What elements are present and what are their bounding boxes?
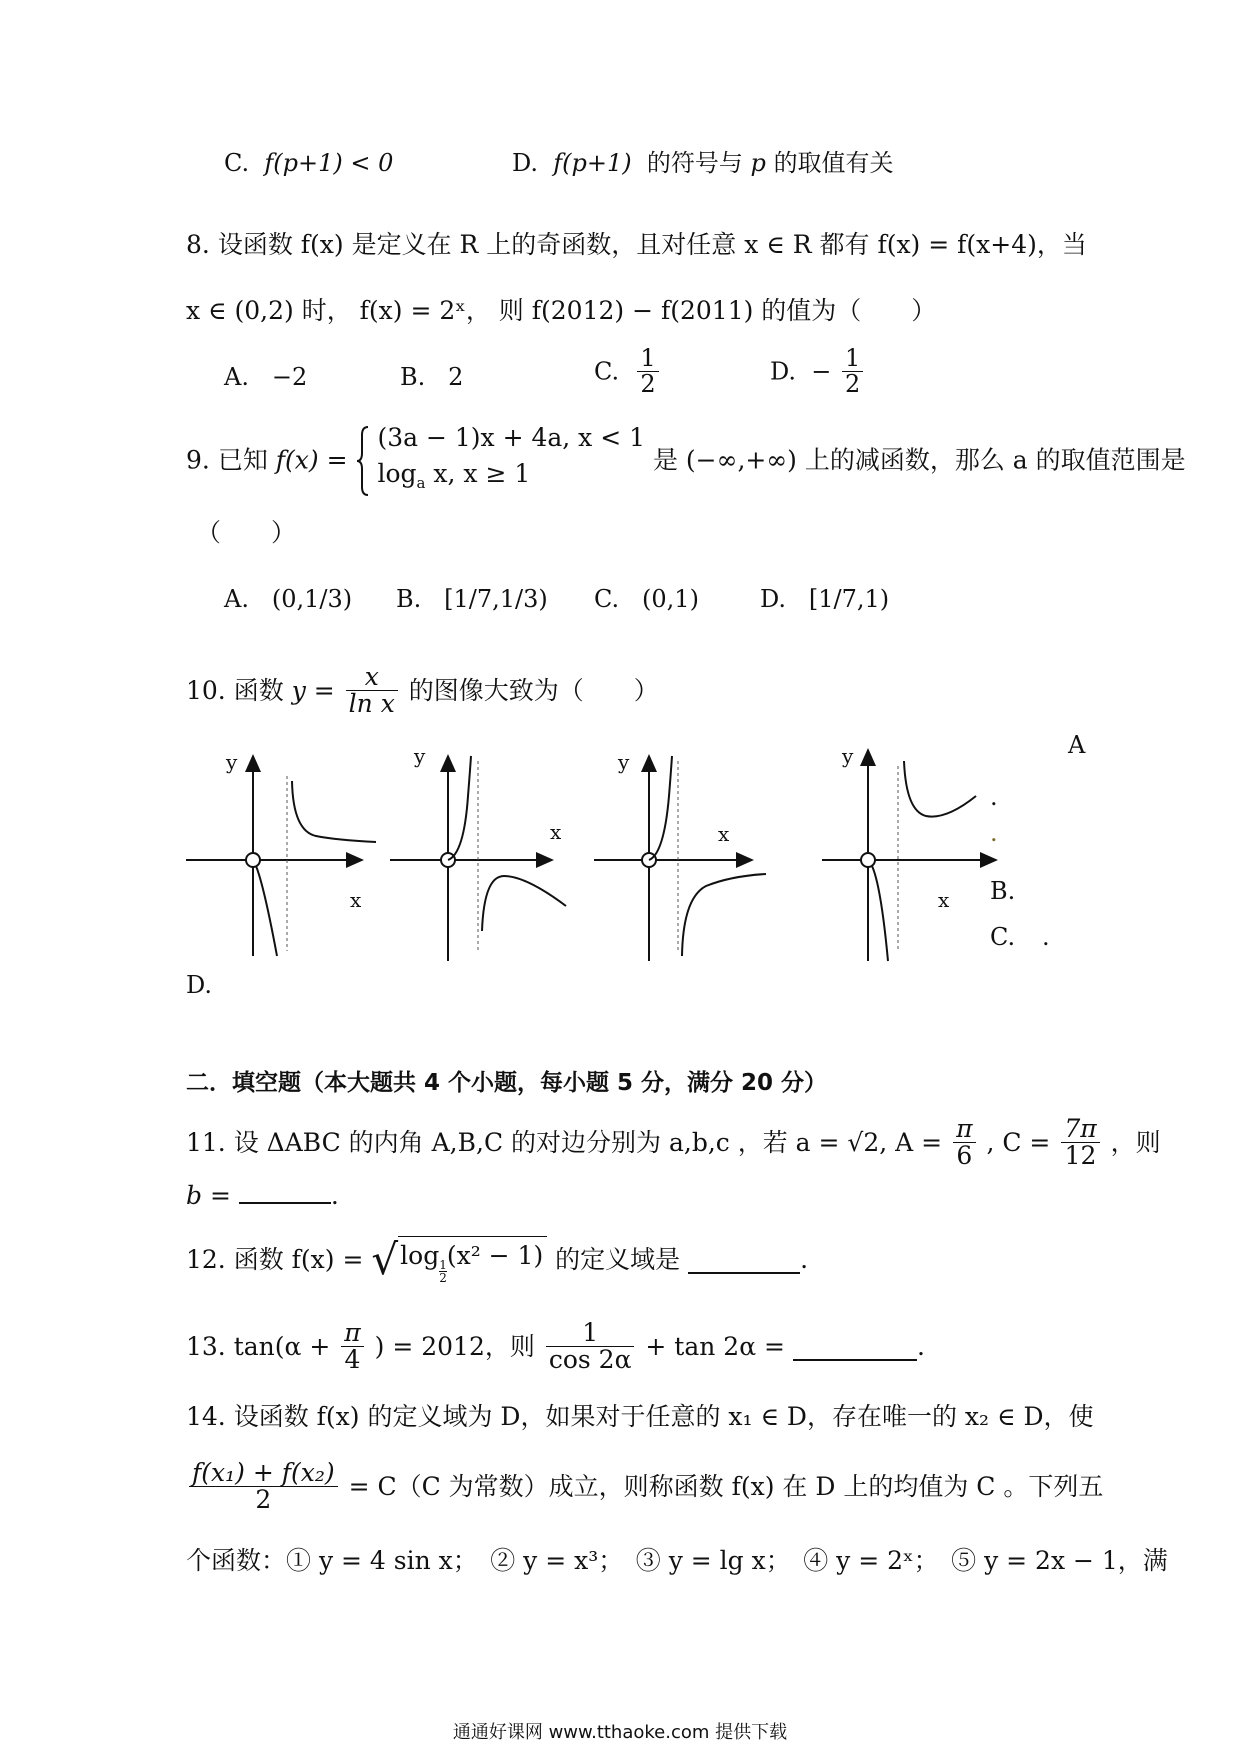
- graph-3: [594, 756, 766, 961]
- q12-radicand-rest: (x² − 1): [446, 1241, 544, 1270]
- graph4-x-label: x: [938, 888, 950, 912]
- q14-text-line1: 设函数 f(x) 的定义域为 D，如果对于任意的 x₁ ∈ D，存在唯一的 x₂ ∈ D，使: [233, 1402, 1094, 1431]
- q10-label-b: B.: [990, 877, 1016, 905]
- q13-fraction-pi-denominator: 4: [344, 1345, 361, 1375]
- q11-fraction-a-denominator: 6: [956, 1141, 973, 1171]
- q11-line2: b = .: [186, 1176, 339, 1213]
- graph2-y-label: y: [414, 744, 426, 768]
- q12-number: 12.: [186, 1245, 226, 1274]
- q8-option-a: [224, 360, 307, 394]
- q9-option-b-label: B.: [396, 585, 422, 613]
- q12-answer-blank[interactable]: [688, 1246, 800, 1274]
- q12-line: 12. 函数 f(x) = √log $\frac{1}{2}$ (x² − 1) 的定义域是 .: [186, 1235, 809, 1285]
- q8-option-b-label: B.: [400, 363, 426, 391]
- q13-text3: + tan 2α =: [645, 1331, 785, 1361]
- q8-text-line2: x ∈ (0,2) 时， f(x) = 2ˣ， 则 f(2012) − f(2011) 的值为（ ）: [186, 296, 937, 325]
- q12-log-base-denominator: 2: [439, 1271, 447, 1285]
- q8-option-b: [400, 360, 463, 394]
- q7-option-c: [224, 146, 393, 180]
- q14-line2: [186, 1460, 1103, 1514]
- q8-option-c-denominator: 2: [640, 370, 656, 399]
- q8-option-d: [770, 346, 866, 397]
- q9-option-c-text: (0,1): [642, 585, 699, 613]
- q8-option-c-numerator: 1: [637, 346, 658, 372]
- q13-number: 13.: [186, 1331, 226, 1361]
- q10-y: y =: [291, 675, 335, 705]
- q10-label-d: D.: [186, 971, 213, 999]
- q9-case2: [377, 456, 645, 501]
- q13-line: 13. tan(α + $\frac{\pi}{4}$ ) = 2012，则 $\frac{1}{\cos 2\alpha}$ + tan 2α = .: [186, 1318, 925, 1375]
- q7-option-d-text: 的符号与: [646, 149, 743, 177]
- q7-option-d-label: D.: [512, 149, 539, 177]
- q9-number: 9.: [186, 445, 210, 475]
- q9-option-a: [224, 582, 352, 616]
- q9-answer-paren: （ ）: [196, 518, 297, 547]
- q10-prefix: 函数: [233, 675, 284, 705]
- q10-line: [186, 664, 659, 718]
- left-brace-icon: [356, 425, 370, 497]
- q13-text1: tan(α +: [233, 1331, 331, 1361]
- q10-label-a: A: [1068, 731, 1086, 759]
- q10-graphs: [186, 736, 1106, 966]
- q9-option-a-label: A.: [224, 585, 249, 613]
- q9-option-d-label: D.: [760, 585, 787, 613]
- q9-case2-rest: x, x ≥ 1: [425, 459, 531, 488]
- graph3-y-label: y: [618, 750, 630, 774]
- q7-option-d-var: p: [750, 149, 766, 177]
- q8-option-c-fraction: [637, 346, 658, 397]
- q7-option-c-expr: f(p+1) < 0: [264, 149, 394, 177]
- q9-lhs: f(x) =: [275, 445, 348, 475]
- q10-fraction: [346, 664, 398, 718]
- q8-text-line1: 设函数 f(x) 是定义在 R 上的奇函数，且对任意 x ∈ R 都有 f(x) = f(x+4)，当: [217, 230, 1087, 259]
- q14-fraction-denominator: 2: [255, 1485, 272, 1515]
- q12-log-base: [439, 1259, 447, 1284]
- graph1-y-label: y: [226, 750, 238, 774]
- q8-line2: [186, 294, 936, 328]
- q13-fraction-numerator: 1: [546, 1320, 635, 1347]
- q13-fraction: [546, 1320, 635, 1374]
- q10-dot-1: .: [990, 783, 998, 811]
- q8-line1: [186, 228, 1087, 262]
- q9-option-c-label: C.: [594, 585, 620, 613]
- q13-text2: ) = 2012，则: [374, 1331, 535, 1361]
- q8-option-d-denominator: 2: [845, 370, 861, 399]
- q9-line1: [186, 420, 1186, 501]
- q12-sqrt: [371, 1236, 547, 1284]
- graph2-x-label: x: [550, 820, 562, 844]
- graph-1: [186, 756, 376, 956]
- q11-fraction-c-numerator: 7π: [1061, 1116, 1099, 1143]
- q13-fraction-denominator: cos 2α: [548, 1345, 632, 1375]
- graph4-y-label: y: [842, 744, 854, 768]
- q14-fraction-numerator: f(x₁) + f(x₂): [189, 1460, 338, 1487]
- section-title: 二．填空题（本大题共 4 个小题，每小题 5 分，满分 20 分）: [186, 1070, 828, 1096]
- q11-tail: ，则: [1110, 1127, 1161, 1157]
- q12-log: log: [400, 1241, 440, 1270]
- q8-option-c-label: C.: [594, 357, 620, 386]
- q10-dot-2: .: [990, 819, 998, 847]
- q13-answer-blank[interactable]: [793, 1333, 917, 1361]
- q14-line1: [186, 1400, 1094, 1434]
- q7-option-c-label: C.: [224, 149, 250, 177]
- q9-option-b-text: [1/7,1/3): [444, 585, 548, 613]
- q11-number: 11.: [186, 1127, 226, 1157]
- graph-2: [390, 756, 566, 961]
- q10-suffix: 的图像大致为（ ）: [408, 675, 659, 705]
- q14-number: 14.: [186, 1402, 226, 1431]
- q8-option-a-label: A.: [224, 363, 249, 391]
- q11-line1: [186, 1116, 1161, 1170]
- q9-option-b: [396, 582, 548, 616]
- q9-option-d: [760, 582, 889, 616]
- q10-dot-3: .: [1042, 923, 1050, 951]
- q11-text-line1: 设 ΔABC 的内角 A,B,C 的对边分别为 a,b,c ，若 a = √2, A =: [233, 1127, 943, 1157]
- q11-text-line2: b =: [186, 1181, 231, 1210]
- graph1-x-label: x: [350, 888, 362, 912]
- q12-radicand: [398, 1236, 547, 1284]
- q8-option-d-sign: −: [811, 357, 832, 386]
- q12-log-base-numerator: 1: [439, 1258, 447, 1272]
- q14-line3: [186, 1544, 1168, 1578]
- q8-option-b-value: 2: [448, 363, 464, 391]
- q11-fraction-c-denominator: 12: [1064, 1141, 1097, 1171]
- q11-fraction-a-numerator: π: [953, 1116, 975, 1143]
- q14-text-line3: 个函数：① y = 4 sin x； ② y = x³； ③ y = lg x； ④ y = 2ˣ； ⑤ y = 2x − 1，满: [186, 1546, 1168, 1575]
- sqrt-icon: √: [371, 1235, 399, 1284]
- q11-answer-blank[interactable]: [239, 1176, 331, 1204]
- q7-option-d: [512, 146, 894, 180]
- q13-fraction-pi: [341, 1320, 363, 1374]
- q9-case1: (3a − 1)x + 4a, x < 1: [377, 423, 646, 452]
- q10-label-c: C.: [990, 923, 1016, 951]
- q14-text-line2: = C（C 为常数）成立，则称函数 f(x) 在 D 上的均值为 C 。下列五: [348, 1471, 1104, 1501]
- q8-option-d-label: D.: [770, 357, 797, 386]
- q14-fraction: [189, 1460, 338, 1514]
- q7-option-d-tail: 的取值有关: [773, 149, 894, 177]
- q9-line2: [196, 516, 296, 550]
- q8-option-d-numerator: 1: [842, 346, 863, 372]
- page-footer: 通通好课网 www.tthaoke.com 提供下载: [452, 1722, 788, 1743]
- q7-option-d-expr: f(p+1): [553, 149, 632, 177]
- q13-fraction-pi-numerator: π: [341, 1320, 363, 1347]
- q11-fraction-a: [953, 1116, 975, 1170]
- q10-number: 10.: [186, 675, 226, 705]
- q9-suffix: 是 (−∞,+∞) 上的减函数，那么 a 的取值范围是: [652, 445, 1186, 475]
- q10-fraction-denominator: ln x: [348, 689, 395, 719]
- q9-case2-base: a: [416, 474, 426, 492]
- q8-option-d-fraction: [842, 346, 863, 397]
- q8-option-a-value: −2: [271, 363, 308, 391]
- q12-text1: 函数 f(x) =: [233, 1245, 364, 1274]
- q9-piecewise: [377, 420, 645, 501]
- q12-text2: 的定义域是: [555, 1245, 681, 1274]
- q9-option-d-text: [1/7,1): [808, 585, 890, 613]
- q9-option-a-text: (0,1/3): [271, 585, 353, 613]
- q10-fraction-numerator: x: [346, 664, 398, 691]
- q11-mid: , C =: [986, 1127, 1051, 1157]
- q8-number: 8.: [186, 230, 210, 259]
- graph-4: [822, 750, 996, 961]
- q9-prefix: 已知: [217, 445, 268, 475]
- q8-option-c: [594, 346, 662, 397]
- q11-fraction-c: [1061, 1116, 1099, 1170]
- q9-case2-log: log: [377, 459, 417, 488]
- graph3-x-label: x: [718, 822, 730, 846]
- q9-option-c: [594, 582, 699, 616]
